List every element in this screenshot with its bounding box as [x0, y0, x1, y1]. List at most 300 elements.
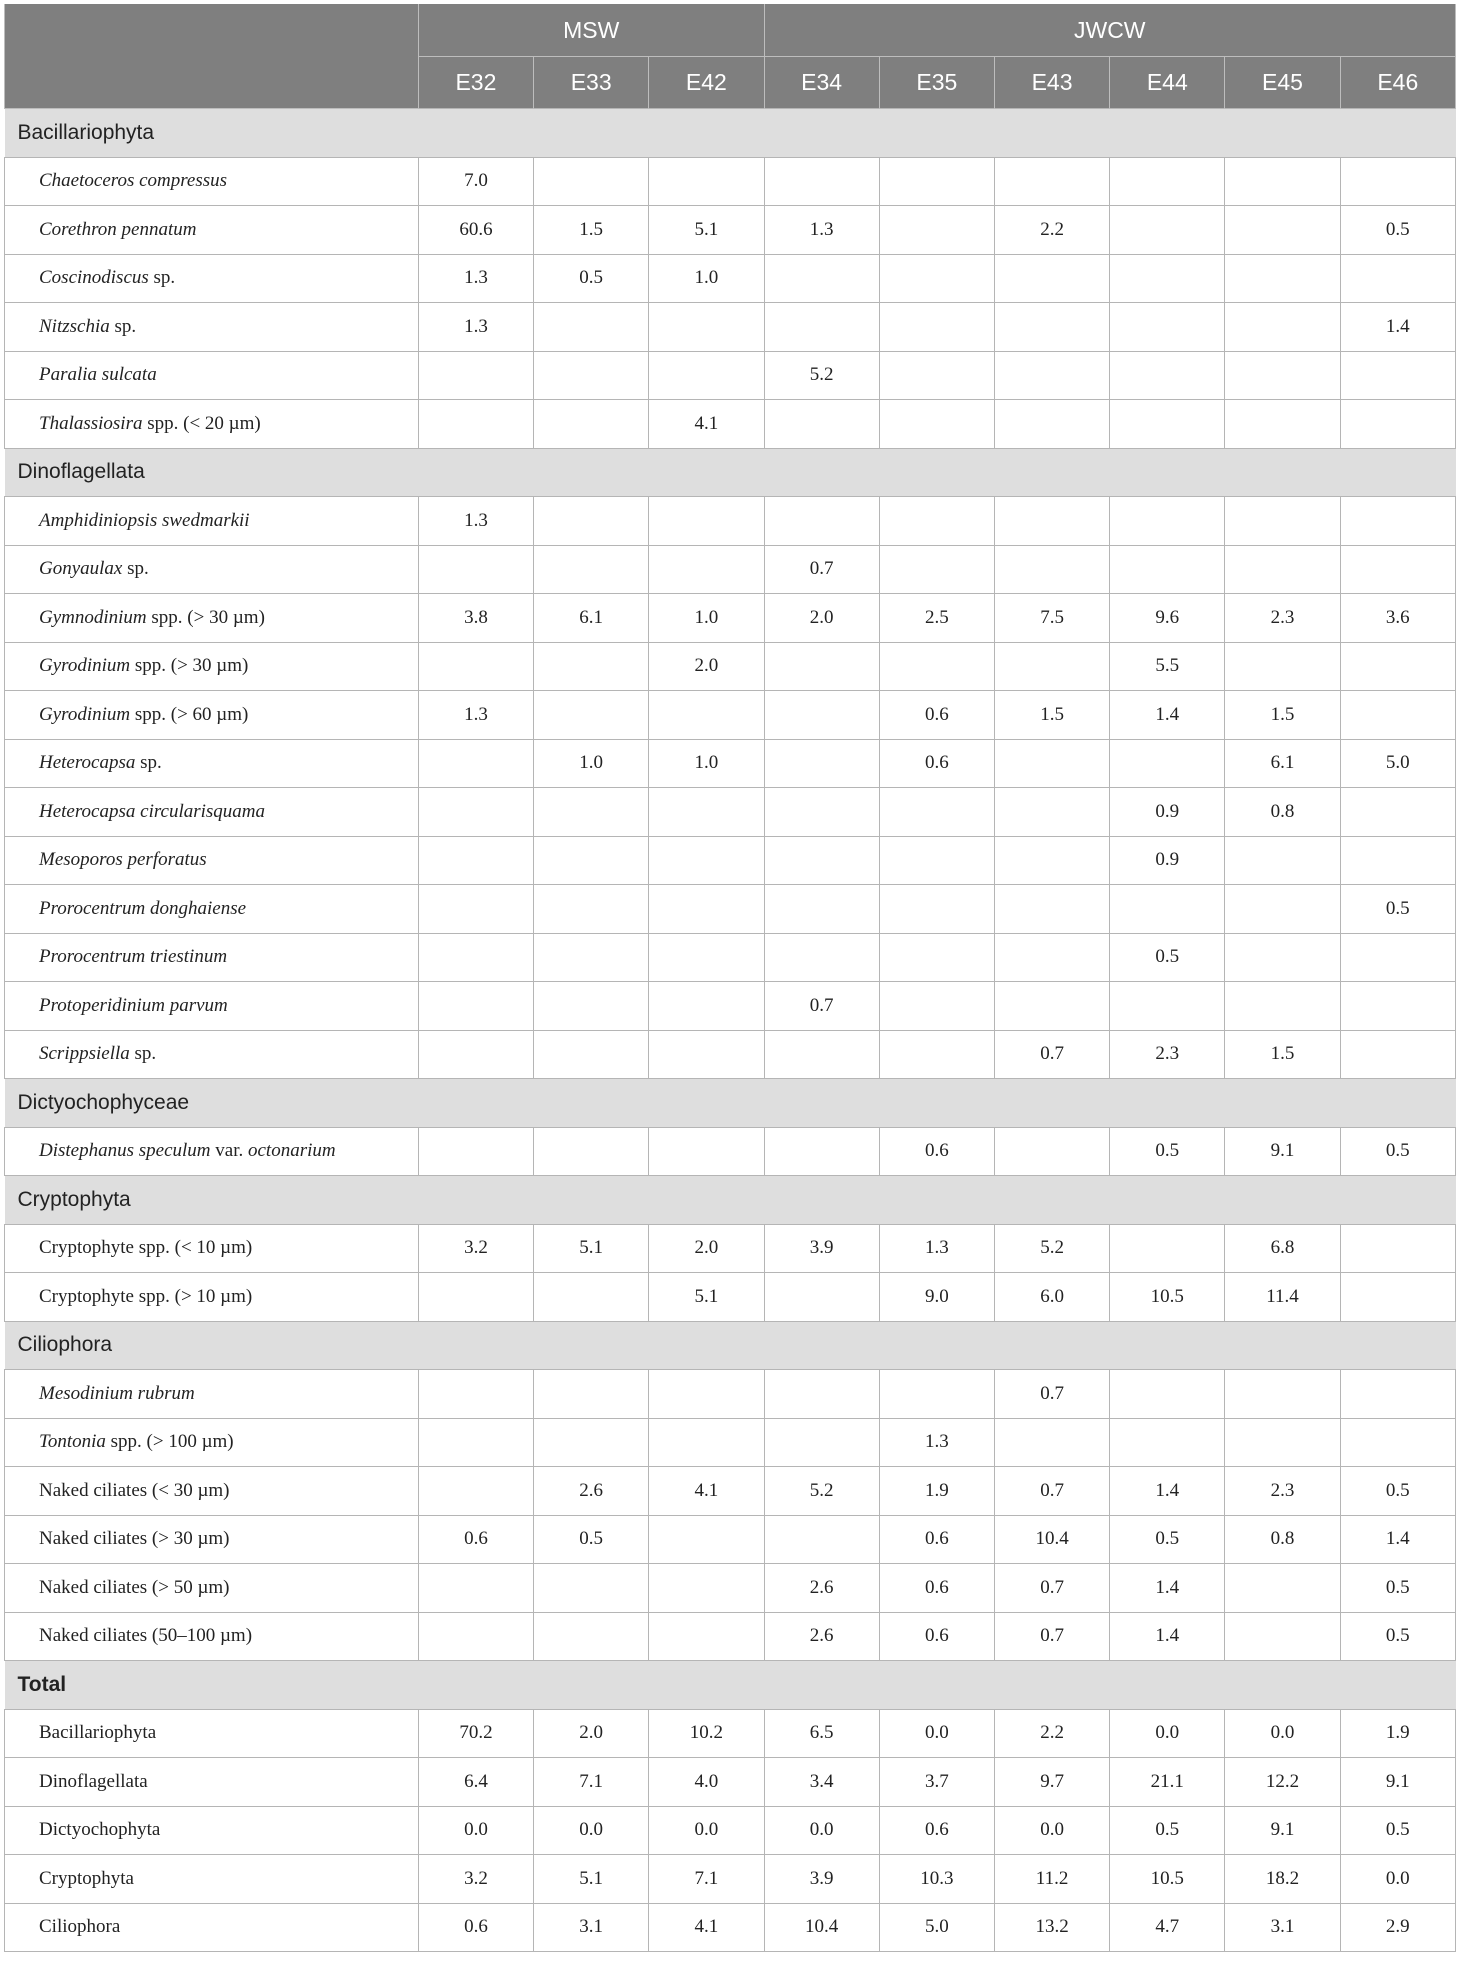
value-cell: 2.0 [649, 642, 764, 691]
taxon-name-part: Dinoflagellata [39, 1770, 148, 1792]
value-cell [1340, 1418, 1455, 1467]
taxon-name [5, 1903, 419, 1952]
value-cell: 0.0 [764, 1806, 879, 1855]
taxon-name-part: Ciliophora [39, 1916, 121, 1938]
value-cell: 21.1 [1110, 1758, 1225, 1807]
value-cell [418, 545, 533, 594]
value-cell: 3.1 [534, 1903, 649, 1952]
value-cell [534, 497, 649, 546]
value-cell [418, 642, 533, 691]
value-cell [879, 788, 994, 837]
taxon-name [5, 1758, 419, 1807]
value-cell [764, 1515, 879, 1564]
table-row [5, 1030, 1456, 1079]
table-row [5, 885, 1456, 934]
table-row [5, 788, 1456, 837]
value-cell [534, 400, 649, 449]
value-cell [879, 836, 994, 885]
value-cell [649, 982, 764, 1031]
value-cell: 0.6 [879, 1127, 994, 1176]
value-cell [879, 206, 994, 255]
taxon-name-part: Cryptophyta [39, 1867, 134, 1889]
value-cell [534, 933, 649, 982]
value-cell: 1.0 [649, 254, 764, 303]
value-cell [879, 642, 994, 691]
taxon-name-part: spp. (> 100 µm) [105, 1431, 234, 1453]
value-cell: 1.3 [418, 691, 533, 740]
value-cell [1225, 157, 1340, 206]
value-cell [649, 788, 764, 837]
taxon-name [5, 642, 419, 691]
value-cell [534, 303, 649, 352]
taxon-name-part: Tontonia [39, 1431, 106, 1453]
taxon-name-part: Paralia sulcata [39, 364, 157, 386]
header-station-e45: E45 [1225, 57, 1340, 109]
value-cell: 6.1 [534, 594, 649, 643]
value-cell: 0.8 [1225, 1515, 1340, 1564]
taxon-name-part: Naked ciliates (< 30 µm) [39, 1479, 230, 1501]
section-title: Dinoflagellata [5, 448, 1456, 497]
value-cell [994, 545, 1109, 594]
value-cell [879, 1030, 994, 1079]
value-cell [994, 497, 1109, 546]
value-cell [1340, 1370, 1455, 1419]
value-cell [534, 157, 649, 206]
taxon-name-part: Heterocapsa circularisquama [39, 800, 266, 822]
value-cell: 0.7 [764, 545, 879, 594]
table-row [5, 1515, 1456, 1564]
section-row [5, 1176, 1456, 1225]
value-cell [1225, 1370, 1340, 1419]
value-cell [994, 933, 1109, 982]
table-row [5, 642, 1456, 691]
table-row [5, 739, 1456, 788]
value-cell: 6.1 [1225, 739, 1340, 788]
table-row [5, 594, 1456, 643]
value-cell [418, 400, 533, 449]
value-cell: 1.5 [1225, 691, 1340, 740]
value-cell: 0.6 [879, 739, 994, 788]
table-row [5, 1564, 1456, 1613]
value-cell: 0.0 [1110, 1709, 1225, 1758]
value-cell: 0.5 [1340, 1564, 1455, 1613]
value-cell [1340, 351, 1455, 400]
value-cell: 0.8 [1225, 788, 1340, 837]
value-cell: 1.3 [418, 254, 533, 303]
value-cell: 1.0 [649, 594, 764, 643]
value-cell: 0.0 [418, 1806, 533, 1855]
taxon-name [5, 739, 419, 788]
value-cell: 2.9 [1340, 1903, 1455, 1952]
value-cell: 4.0 [649, 1758, 764, 1807]
taxon-name [5, 351, 419, 400]
value-cell: 0.5 [1340, 885, 1455, 934]
value-cell [649, 351, 764, 400]
value-cell [1340, 254, 1455, 303]
section-title: Bacillariophyta [5, 109, 1456, 158]
value-cell [764, 1370, 879, 1419]
section-title: Cryptophyta [5, 1176, 1456, 1225]
value-cell [1110, 545, 1225, 594]
header-station-e32: E32 [418, 57, 533, 109]
value-cell: 1.9 [1340, 1709, 1455, 1758]
value-cell [418, 739, 533, 788]
value-cell: 1.4 [1110, 1612, 1225, 1661]
value-cell: 0.5 [1340, 1612, 1455, 1661]
value-cell: 5.1 [534, 1224, 649, 1273]
value-cell [879, 545, 994, 594]
taxon-name-part: spp. (> 60 µm) [130, 703, 249, 725]
value-cell [1110, 1418, 1225, 1467]
value-cell: 12.2 [1225, 1758, 1340, 1807]
table-row [5, 1224, 1456, 1273]
taxon-name-part: sp. [129, 1043, 157, 1065]
value-cell: 5.0 [1340, 739, 1455, 788]
section-title: Total [5, 1661, 1456, 1710]
value-cell: 4.1 [649, 1467, 764, 1516]
value-cell [649, 1612, 764, 1661]
value-cell [879, 885, 994, 934]
taxon-name-part: Prorocentrum donghaiense [39, 897, 247, 919]
taxon-name-part: Bacillariophyta [39, 1722, 157, 1744]
value-cell [534, 1418, 649, 1467]
table-row [5, 1903, 1456, 1952]
value-cell [1110, 303, 1225, 352]
taxon-name [5, 1127, 419, 1176]
value-cell [764, 836, 879, 885]
value-cell: 1.4 [1110, 1467, 1225, 1516]
section-row [5, 448, 1456, 497]
value-cell: 6.0 [994, 1273, 1109, 1322]
value-cell [1225, 933, 1340, 982]
value-cell [418, 1418, 533, 1467]
abundance-table [4, 4, 1456, 1952]
value-cell [879, 933, 994, 982]
taxon-name-part: Prorocentrum triestinum [39, 946, 228, 968]
value-cell [1340, 788, 1455, 837]
value-cell: 5.1 [649, 206, 764, 255]
value-cell [1110, 1370, 1225, 1419]
value-cell: 7.1 [534, 1758, 649, 1807]
section-title: Ciliophora [5, 1321, 1456, 1370]
header-group-msw: MSW [418, 4, 764, 57]
value-cell: 10.3 [879, 1855, 994, 1904]
value-cell [994, 351, 1109, 400]
taxon-name-part: Coscinodiscus [39, 267, 149, 289]
value-cell: 5.0 [879, 1903, 994, 1952]
taxon-name-part: Dictyochophyta [39, 1819, 161, 1841]
value-cell [649, 157, 764, 206]
value-cell: 5.1 [649, 1273, 764, 1322]
value-cell: 70.2 [418, 1709, 533, 1758]
value-cell: 0.5 [1110, 1806, 1225, 1855]
value-cell: 0.9 [1110, 788, 1225, 837]
value-cell: 3.4 [764, 1758, 879, 1807]
value-cell: 0.0 [1340, 1855, 1455, 1904]
taxon-name-part: Scrippsiella [39, 1043, 130, 1065]
table-row [5, 1612, 1456, 1661]
taxon-name [5, 1564, 419, 1613]
value-cell: 2.6 [764, 1564, 879, 1613]
value-cell [764, 1273, 879, 1322]
value-cell: 2.6 [534, 1467, 649, 1516]
taxon-name [5, 497, 419, 546]
value-cell [649, 1370, 764, 1419]
table-row [5, 1127, 1456, 1176]
value-cell [764, 254, 879, 303]
value-cell: 4.1 [649, 400, 764, 449]
value-cell [994, 400, 1109, 449]
value-cell: 1.3 [879, 1224, 994, 1273]
value-cell [1225, 642, 1340, 691]
value-cell: 0.5 [1110, 1127, 1225, 1176]
value-cell [534, 788, 649, 837]
value-cell [1110, 157, 1225, 206]
section-row [5, 1079, 1456, 1128]
value-cell: 60.6 [418, 206, 533, 255]
taxon-name-part: Mesoporos perforatus [39, 849, 207, 871]
value-cell [1225, 497, 1340, 546]
value-cell [1225, 206, 1340, 255]
value-cell [879, 351, 994, 400]
value-cell [879, 157, 994, 206]
value-cell [649, 303, 764, 352]
value-cell [1340, 691, 1455, 740]
taxon-name-part: Nitzschia [39, 315, 110, 337]
taxon-name-part: Gonyaulax [39, 558, 123, 580]
value-cell [534, 1127, 649, 1176]
value-cell [764, 885, 879, 934]
value-cell: 3.8 [418, 594, 533, 643]
value-cell [1110, 400, 1225, 449]
value-cell: 1.4 [1340, 1515, 1455, 1564]
table-row [5, 206, 1456, 255]
value-cell [1340, 1224, 1455, 1273]
value-cell: 9.1 [1225, 1127, 1340, 1176]
table-row [5, 254, 1456, 303]
table-header [5, 4, 1456, 109]
value-cell [1225, 885, 1340, 934]
taxon-name [5, 982, 419, 1031]
taxon-name-part: Naked ciliates (> 30 µm) [39, 1528, 230, 1550]
value-cell [418, 1370, 533, 1419]
value-cell: 2.6 [764, 1612, 879, 1661]
value-cell: 3.2 [418, 1855, 533, 1904]
value-cell: 4.1 [649, 1903, 764, 1952]
value-cell [764, 303, 879, 352]
value-cell: 0.6 [879, 1564, 994, 1613]
value-cell [1110, 254, 1225, 303]
value-cell: 0.6 [879, 1806, 994, 1855]
taxon-name [5, 303, 419, 352]
value-cell: 18.2 [1225, 1855, 1340, 1904]
value-cell [764, 1127, 879, 1176]
taxon-name-part: Corethron pennatum [39, 218, 197, 240]
value-cell: 11.2 [994, 1855, 1109, 1904]
value-cell: 3.9 [764, 1224, 879, 1273]
value-cell [1225, 982, 1340, 1031]
taxon-name [5, 836, 419, 885]
taxon-name-part: Naked ciliates (50–100 µm) [39, 1625, 253, 1647]
value-cell [1340, 836, 1455, 885]
value-cell [418, 1564, 533, 1613]
value-cell [418, 933, 533, 982]
taxon-name [5, 885, 419, 934]
value-cell [994, 254, 1109, 303]
header-station-e44: E44 [1110, 57, 1225, 109]
value-cell [649, 836, 764, 885]
value-cell [764, 1418, 879, 1467]
header-group-jwcw: JWCW [764, 4, 1455, 57]
value-cell [879, 982, 994, 1031]
value-cell [764, 642, 879, 691]
taxon-name [5, 1030, 419, 1079]
value-cell [418, 351, 533, 400]
value-cell: 13.2 [994, 1903, 1109, 1952]
value-cell: 0.5 [1340, 1127, 1455, 1176]
value-cell: 6.4 [418, 1758, 533, 1807]
taxon-name-part: Thalassiosira [39, 412, 143, 434]
taxon-name [5, 1855, 419, 1904]
value-cell [1110, 885, 1225, 934]
value-cell [879, 303, 994, 352]
value-cell: 1.3 [879, 1418, 994, 1467]
value-cell: 7.5 [994, 594, 1109, 643]
value-cell [1340, 933, 1455, 982]
value-cell [418, 836, 533, 885]
value-cell [1340, 157, 1455, 206]
value-cell: 2.3 [1225, 594, 1340, 643]
taxon-name [5, 1224, 419, 1273]
value-cell: 0.5 [534, 1515, 649, 1564]
value-cell: 5.2 [764, 351, 879, 400]
value-cell: 0.0 [1225, 1709, 1340, 1758]
taxon-name [5, 691, 419, 740]
value-cell [649, 885, 764, 934]
header-station-e42: E42 [649, 57, 764, 109]
value-cell: 9.1 [1225, 1806, 1340, 1855]
section-title: Dictyochophyceae [5, 1079, 1456, 1128]
value-cell [649, 1030, 764, 1079]
value-cell: 0.6 [418, 1903, 533, 1952]
value-cell [764, 157, 879, 206]
value-cell [1225, 1612, 1340, 1661]
taxon-name [5, 1515, 419, 1564]
value-cell [1225, 400, 1340, 449]
value-cell: 2.0 [649, 1224, 764, 1273]
value-cell: 4.7 [1110, 1903, 1225, 1952]
value-cell: 0.7 [994, 1612, 1109, 1661]
value-cell: 9.0 [879, 1273, 994, 1322]
value-cell [1225, 1418, 1340, 1467]
value-cell: 0.0 [879, 1709, 994, 1758]
section-row [5, 1661, 1456, 1710]
header-station-e43: E43 [994, 57, 1109, 109]
value-cell [1340, 1030, 1455, 1079]
value-cell: 5.2 [764, 1467, 879, 1516]
taxon-name-part: Gyrodinium [39, 655, 131, 677]
value-cell: 7.1 [649, 1855, 764, 1904]
value-cell: 0.6 [418, 1515, 533, 1564]
value-cell: 1.4 [1340, 303, 1455, 352]
taxon-name [5, 1370, 419, 1419]
value-cell: 3.2 [418, 1224, 533, 1273]
value-cell [764, 691, 879, 740]
value-cell [649, 1418, 764, 1467]
value-cell [649, 1515, 764, 1564]
value-cell [1225, 836, 1340, 885]
taxon-name-part: Cryptophyte spp. (> 10 µm) [39, 1285, 253, 1307]
table-row [5, 1709, 1456, 1758]
value-cell: 3.9 [764, 1855, 879, 1904]
section-row [5, 109, 1456, 158]
header-station-e46: E46 [1340, 57, 1455, 109]
value-cell: 1.0 [649, 739, 764, 788]
value-cell [764, 400, 879, 449]
table-row [5, 1855, 1456, 1904]
value-cell: 1.5 [534, 206, 649, 255]
value-cell: 1.3 [418, 303, 533, 352]
taxon-name [5, 1709, 419, 1758]
value-cell [1110, 206, 1225, 255]
table-row [5, 1418, 1456, 1467]
value-cell [994, 836, 1109, 885]
value-cell [534, 1030, 649, 1079]
value-cell: 0.7 [994, 1467, 1109, 1516]
taxon-name [5, 157, 419, 206]
taxon-name [5, 788, 419, 837]
taxon-name [5, 1467, 419, 1516]
value-cell [534, 1273, 649, 1322]
value-cell: 5.2 [994, 1224, 1109, 1273]
value-cell: 0.7 [994, 1370, 1109, 1419]
value-cell: 1.5 [1225, 1030, 1340, 1079]
value-cell [764, 739, 879, 788]
value-cell: 2.2 [994, 1709, 1109, 1758]
taxon-name-part: spp. (> 30 µm) [146, 606, 265, 628]
value-cell [994, 788, 1109, 837]
taxon-name-part: sp. [148, 267, 176, 289]
value-cell [1225, 351, 1340, 400]
value-cell [534, 642, 649, 691]
value-cell [879, 1370, 994, 1419]
value-cell: 10.5 [1110, 1855, 1225, 1904]
taxon-name-part: Distephanus speculum [39, 1140, 211, 1162]
table-row [5, 1758, 1456, 1807]
value-cell [1225, 254, 1340, 303]
value-cell [534, 982, 649, 1031]
value-cell [649, 933, 764, 982]
value-cell: 1.0 [534, 739, 649, 788]
value-cell [418, 1273, 533, 1322]
value-cell [534, 545, 649, 594]
header-corner [5, 4, 419, 109]
taxon-name-part: octonarium [247, 1140, 336, 1162]
table-row [5, 351, 1456, 400]
value-cell: 3.6 [1340, 594, 1455, 643]
table-row [5, 400, 1456, 449]
value-cell [1110, 739, 1225, 788]
value-cell [994, 885, 1109, 934]
value-cell: 0.0 [994, 1806, 1109, 1855]
value-cell: 1.4 [1110, 1564, 1225, 1613]
value-cell [994, 157, 1109, 206]
value-cell [994, 642, 1109, 691]
value-cell: 0.5 [1340, 1467, 1455, 1516]
taxon-name-part: Cryptophyte spp. (< 10 µm) [39, 1237, 253, 1259]
value-cell [418, 788, 533, 837]
value-cell: 0.5 [1110, 1515, 1225, 1564]
